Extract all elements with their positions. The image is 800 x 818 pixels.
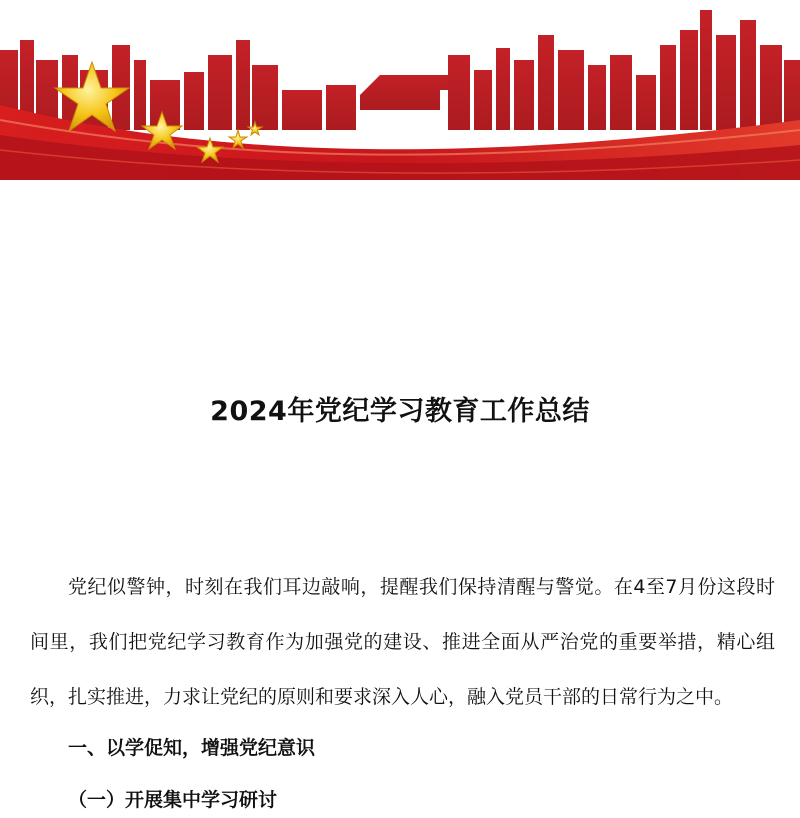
intro-paragraph: 党纪似警钟，时刻在我们耳边敲响，提醒我们保持清醒与警觉。在4至7月份这段时间里，我们把党纪学习教育作为加强党的建设、推进全面从严治党的重要举措，精心组织，扎实推进，力求让党纪的原则和要求深入人心，融入党员干部的日常行为之中。 bbox=[30, 576, 775, 708]
header-banner bbox=[0, 0, 800, 190]
subsection-heading: （一）开展集中学习研讨 bbox=[68, 789, 278, 811]
document-title: 2024年党纪学习教育工作总结 bbox=[210, 396, 590, 427]
city-skyline-icon bbox=[0, 0, 800, 190]
section-heading: 一、以学促知，增强党纪意识 bbox=[68, 737, 316, 759]
